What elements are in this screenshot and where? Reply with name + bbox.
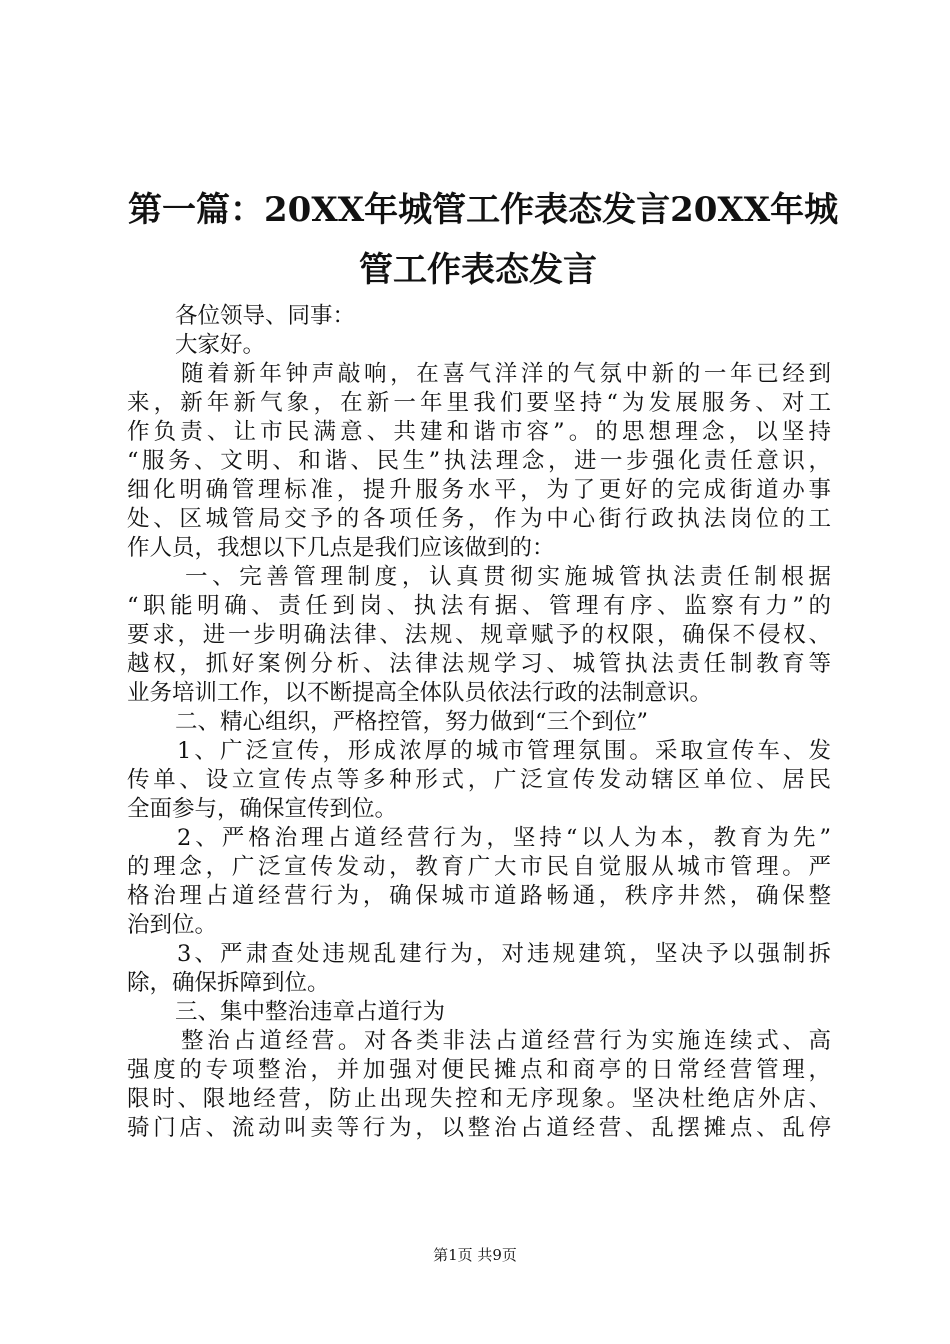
body-line: 处、区城管局交予的各项任务，作为中心街行政执法岗位的工: [127, 506, 831, 532]
document-title-line-1: 第一篇：20XX年城管工作表态发言20XX年城: [128, 190, 839, 230]
body-line: 作负责、让市民满意、共建和谐市容”。的思想理念，以坚持: [127, 419, 831, 445]
page-footer: 第1页 共9页: [433, 1246, 517, 1264]
body-line: 全面参与，确保宣传到位。: [127, 796, 398, 822]
body-line: 的理念，广泛宣传发动，教育广大市民自觉服从城市管理。严: [127, 854, 831, 880]
body-line: “职能明确、责任到岗、执法有据、管理有序、监察有力”的: [127, 593, 831, 619]
body-line: 1、广泛宣传，形成浓厚的城市管理氛围。采取宣传车、发: [177, 738, 831, 764]
body-line: 业务培训工作，以不断提高全体队员依法行政的法制意识。: [127, 680, 713, 706]
body-line: 传单、设立宣传点等多种形式，广泛宣传发动辖区单位、居民: [127, 767, 831, 793]
body-line: 三、集中整治违章占道行为: [175, 999, 446, 1025]
body-line: 要求，进一步明确法律、法规、规章赋予的权限，确保不侵权、: [127, 622, 831, 648]
body-line: 2、严格治理占道经营行为，坚持“以人为本，教育为先”: [177, 825, 831, 851]
body-line: 大家好。: [175, 332, 266, 358]
body-line: 各位领导、同事：: [175, 303, 356, 329]
body-line: 来，新年新气象，在新一年里我们要坚持“为发展服务、对工: [127, 390, 831, 416]
body-line: 治到位。: [127, 912, 218, 938]
document-title-line-2: 管工作表态发言: [359, 250, 597, 290]
body-line: 细化明确管理标准，提升服务水平，为了更好的完成街道办事: [127, 477, 831, 503]
body-line: 除，确保拆障到位。: [127, 970, 330, 996]
body-line: 限时、限地经营，防止出现失控和无序现象。坚决杜绝店外店、: [127, 1086, 831, 1112]
body-line: 骑门店、流动叫卖等行为，以整治占道经营、乱摆摊点、乱停: [127, 1115, 831, 1141]
document-body: [127, 302, 831, 1143]
body-line: 强度的专项整治，并加强对便民摊点和商亭的日常经营管理，: [127, 1057, 831, 1083]
body-line: 格治理占道经营行为，确保城市道路畅通，秩序井然，确保整: [127, 883, 831, 909]
body-line: 越权，抓好案例分析、法律法规学习、城管执法责任制教育等: [127, 651, 831, 677]
body-line: 二、精心组织，严格控管，努力做到“三个到位”: [175, 709, 649, 735]
body-line: “服务、文明、和谐、民生”执法理念，进一步强化责任意识，: [127, 448, 831, 474]
body-line: 随着新年钟声敲响，在喜气洋洋的气氛中新的一年已经到: [181, 361, 831, 387]
body-line: 一、完善管理制度，认真贯彻实施城管执法责任制根据: [185, 564, 831, 590]
body-line: 3、严肃查处违规乱建行为，对违规建筑，坚决予以强制拆: [177, 941, 831, 967]
body-line: 整治占道经营。对各类非法占道经营行为实施连续式、高: [181, 1028, 831, 1054]
body-line: 作人员，我想以下几点是我们应该做到的：: [127, 535, 555, 561]
